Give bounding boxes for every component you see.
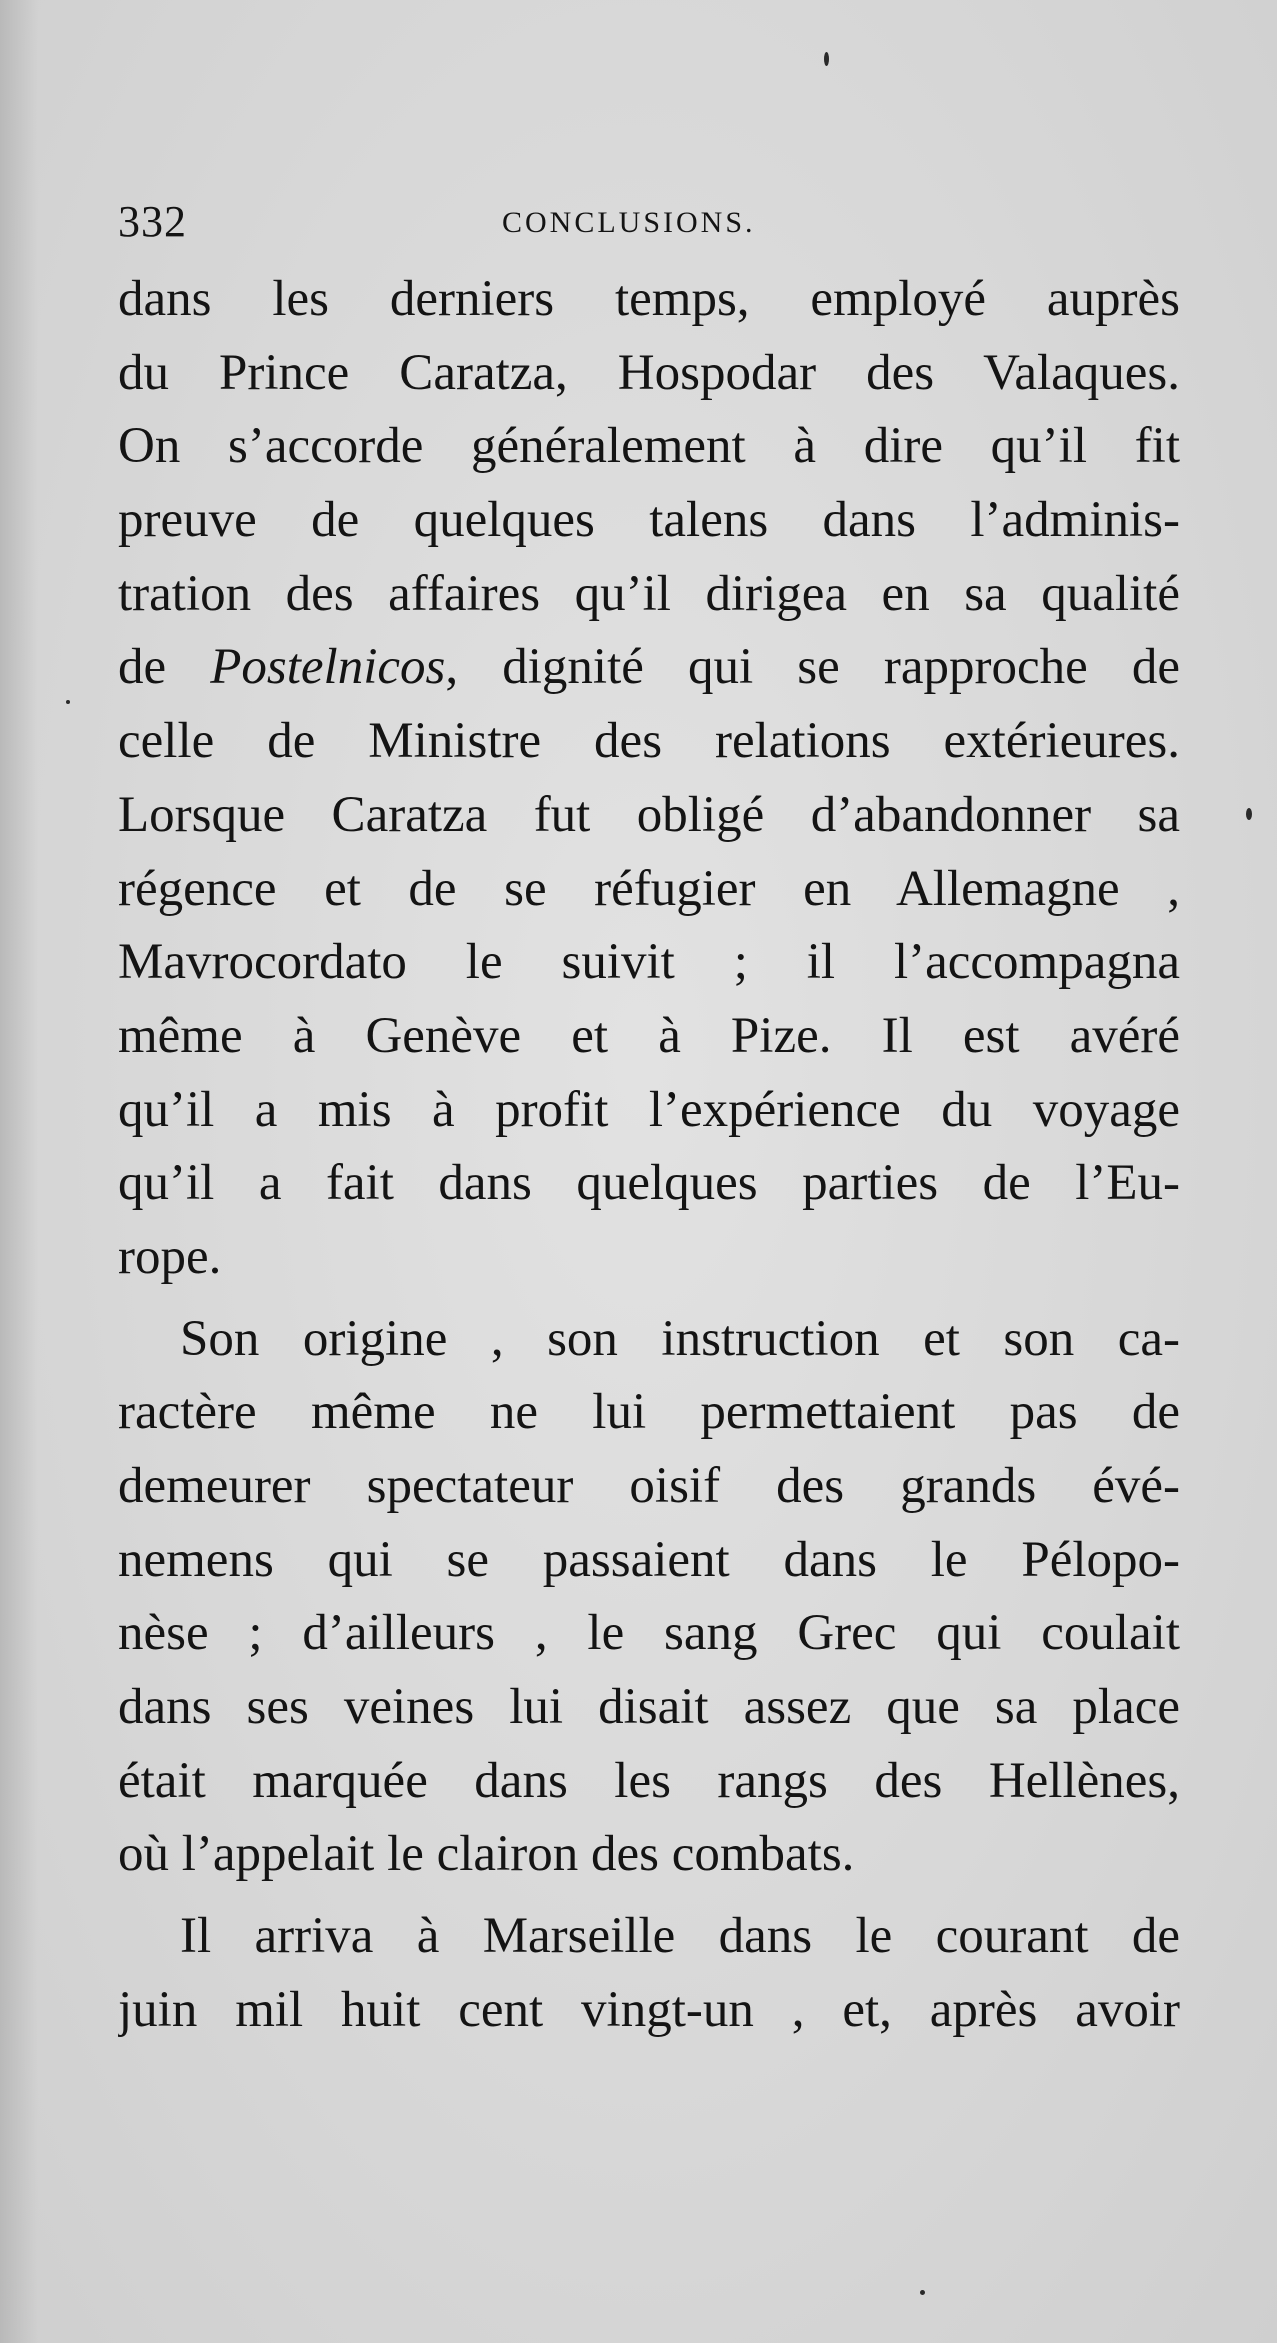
page-header	[118, 192, 1178, 252]
text-line: ractère même ne lui permettaient pas de	[118, 1384, 1180, 1441]
text-line: Lorsque Caratza fut obligé d’abandonner sa	[118, 786, 1180, 843]
text-line: Mavrocordato le suivit ; il l’accompagna	[118, 934, 1180, 991]
text-line-with-italic	[118, 631, 1180, 705]
text-line: dans ses veines lui disait assez que sa place	[118, 1679, 1180, 1736]
text-run: , dignité qui se rapproche de	[445, 639, 1180, 696]
text-line: même à Genève et à Pize. Il est avéré	[118, 1007, 1180, 1064]
text-line: celle de Ministre des relations extérieures.	[118, 713, 1180, 770]
text-line: Son origine , son instruction et son ca-	[180, 1310, 1180, 1367]
text-line: juin mil huit cent vingt-un , et, après avoir	[118, 1981, 1180, 2038]
running-head: CONCLUSIONS.	[502, 206, 756, 239]
text-line: tration des affaires qu’il dirigea en sa qualité	[118, 565, 1180, 622]
body-text	[118, 263, 1180, 2048]
text-line: Il arriva à Marseille dans le courant de	[180, 1908, 1180, 1965]
text-line: qu’il a fait dans quelques parties de l’Eu-	[118, 1155, 1180, 1212]
scan-speck	[66, 700, 70, 704]
text-line: dans les derniers temps, employé auprès	[118, 271, 1180, 327]
text-line: preuve de quelques talens dans l’adminis-	[118, 492, 1180, 549]
text-line: On s’accorde généralement à dire qu’il fit	[118, 418, 1180, 475]
page-number: 332	[118, 197, 187, 246]
scan-speck	[920, 2290, 925, 2295]
scan-speck	[1246, 808, 1252, 820]
text-line: où l’appelait le clairon des combats.	[118, 1826, 855, 1883]
text-line: qu’il a mis à profit l’expérience du voyage	[118, 1081, 1180, 1138]
text-line: nèse ; d’ailleurs , le sang Grec qui coulait	[118, 1605, 1180, 1662]
paragraph-gap	[118, 1892, 1180, 1900]
text-line: rope.	[118, 1228, 222, 1285]
paragraph-gap	[118, 1295, 1180, 1303]
scan-speck	[824, 52, 829, 66]
text-line: nemens qui se passaient dans le Pélopo-	[118, 1531, 1180, 1588]
text-line: était marquée dans les rangs des Hellènes,	[118, 1752, 1180, 1809]
italic-term: Postelnicos	[210, 639, 446, 696]
text-line: régence et de se réfugier en Allemagne ,	[118, 860, 1180, 917]
page-edge-shadow	[0, 0, 38, 2343]
text-line: du Prince Caratza, Hospodar des Valaques.	[118, 344, 1180, 401]
text-line: demeurer spectateur oisif des grands évé-	[118, 1458, 1180, 1514]
text-run: de	[118, 639, 211, 696]
